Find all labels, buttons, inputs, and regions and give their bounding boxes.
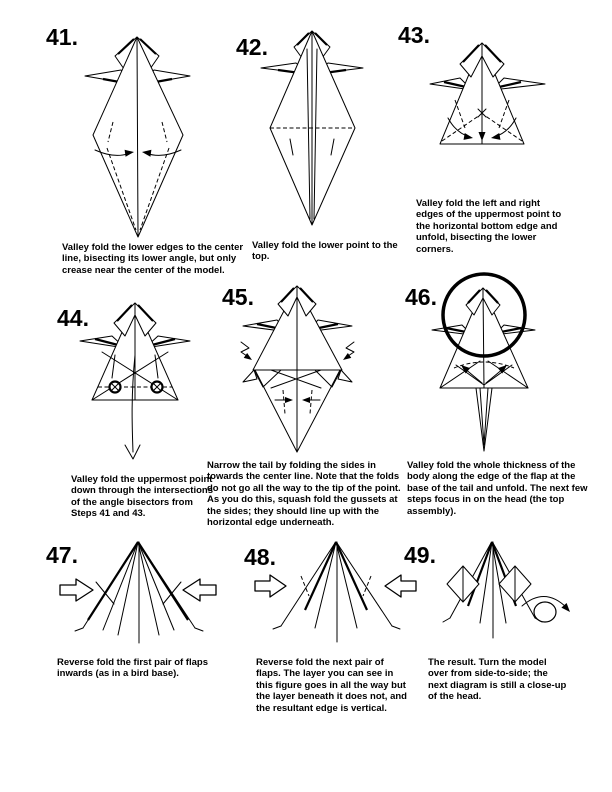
step-42-figure [252,27,372,237]
step-45-number: 45. [222,284,254,310]
step-49-figure [420,538,575,646]
step-42-diagram-slim-kite-valley-line [252,27,372,237]
gusset-right [315,370,341,387]
push-arrow-left [60,579,93,601]
step-41-diagram-kite-with-crease-arrows [57,30,217,245]
step-41-caption: Valley fold the lower edges to the center line, bisecting its lower angle, but only crease near the center of the model. [62,242,244,276]
step-44-number: 44. [57,305,89,331]
step-42-number: 42. [236,34,268,60]
step-43-number: 43. [398,22,430,48]
step-43-diagram-triangle-bisector-folds [420,38,555,153]
step-47-number: 47. [46,542,78,568]
step-46-number: 46. [405,284,437,310]
step-46-caption: Valley fold the whole thickness of the body along the edge of the flap at the base of the tail and unfold. The next few steps focus in on the head (the top assembly). [407,460,588,517]
step-48-caption: Reverse fold the next pair of flaps. The layer you can see in this figure goes in all the way but the layer beneath it does not, and the resultant edge is vertical. [256,657,407,714]
step-44-caption: Valley fold the uppermost point down through the intersections of the angle bisectors from Steps 41 and 43. [71,474,213,520]
step-44-figure [70,300,200,465]
step-45-figure [235,282,360,457]
step-49-diagram-result-turn-over [420,538,575,646]
step-43-figure [420,38,555,153]
squash-arrow-left [241,342,254,362]
step-45-diagram-narrow-tail-squash-gussets [235,282,360,457]
step-48-diagram-head-fan-next-reverse-fold [253,538,418,650]
step-47-caption: Reverse fold the first pair of flaps inwards (as in a bird base). [57,657,208,680]
step-49-caption: The result. Turn the model over from side-to-side; the next diagram is still a close-up of the head. [428,657,567,703]
flap-diamond-left [447,566,479,602]
step-44-diagram-fold-through-intersections [70,300,200,465]
step-41-figure [57,30,217,245]
step-43-caption: Valley fold the left and right edges of the uppermost point to the horizontal bottom edge and unfold, bisecting the lower corners. [416,198,562,255]
step-48-number: 48. [244,544,276,570]
step-47-figure [58,538,218,648]
push-arrow-right [385,575,416,597]
step-49-number: 49. [404,542,436,568]
intersection-marker-right [152,382,163,393]
push-arrow-right [183,579,216,601]
step-41-number: 41. [46,24,78,50]
step-42-caption: Valley fold the lower point to the top. [252,240,398,263]
intersection-marker-left [110,382,121,393]
step-45-caption: Narrow the tail by folding the sides in towards the center line. Note that the folds do not go all the way to the tip of the point. As you do this, squash fold the gussets at the sides; they should line up with the horizontal edge underneath. [207,460,401,528]
push-arrow-left [255,575,286,597]
step-48-figure [253,538,418,650]
step-46-figure [422,273,557,453]
step-47-diagram-head-fan-reverse-fold [58,538,218,648]
step-46-diagram-body-with-tail-head-circled [422,273,557,453]
squash-arrow-right [341,342,354,362]
